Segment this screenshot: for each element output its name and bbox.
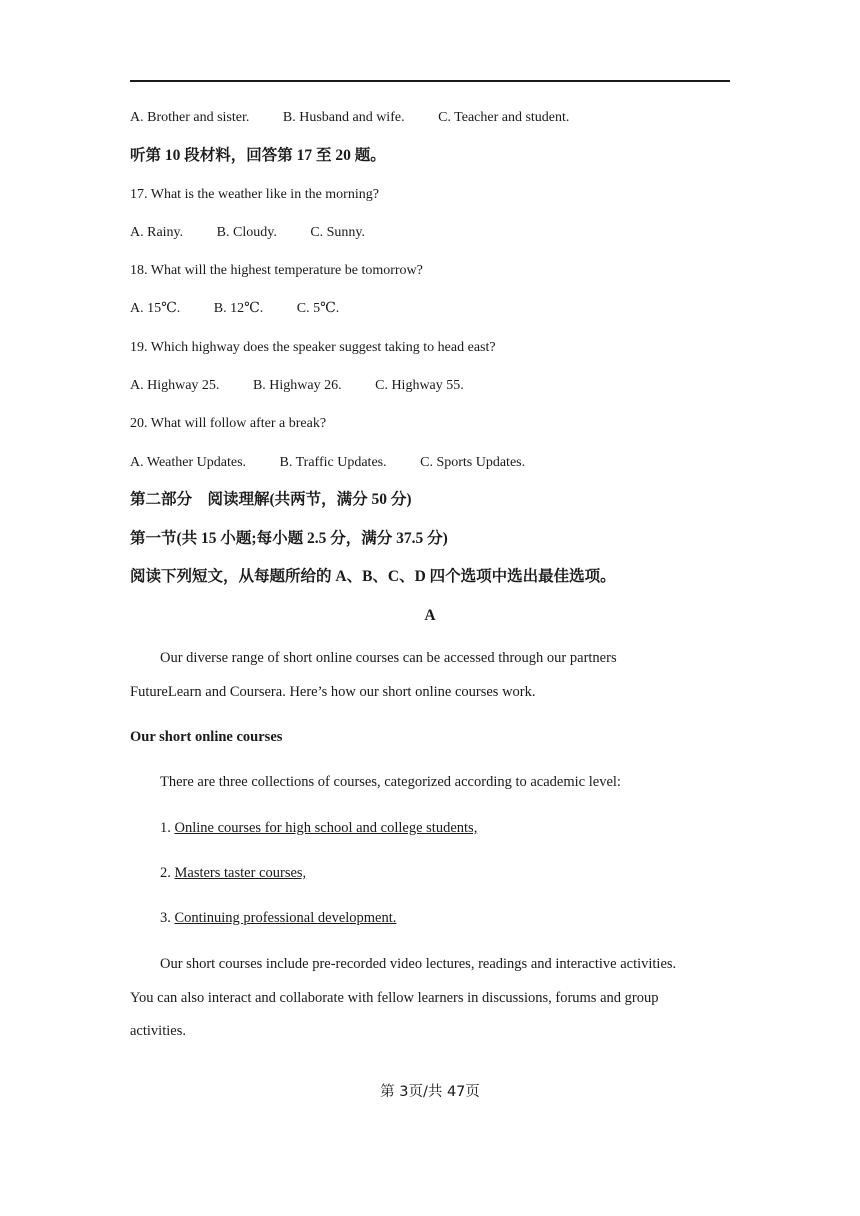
option-b: B. Cloudy. [216, 225, 277, 240]
option-a: A. Highway 25. [130, 378, 220, 393]
final-line-3: activities. [130, 1023, 186, 1039]
option-a: A. Rainy. [130, 225, 184, 240]
collections-line: There are three collections of courses, categorized according to academic level: [160, 774, 621, 790]
option-b: B. Husband and wife. [282, 110, 405, 125]
option-b: B. 12℃. [213, 301, 264, 316]
list-number: 2. [160, 865, 175, 881]
section1-heading: 第一节(共 15 小题;每小题 2.5 分，满分 37.5 分) [130, 530, 448, 547]
page-footer: 第 3页/共 47页 [380, 1084, 480, 1100]
q17-question: 17. What is the weather like in the morning? [130, 187, 379, 202]
option-b: B. Highway 26. [252, 378, 342, 393]
final-line-1: Our short courses include pre-recorded video lectures, readings and interactive activities. [160, 956, 677, 972]
option-a: A. Brother and sister. [130, 110, 250, 125]
list-number: 3. [160, 910, 175, 926]
list-number: 1. [160, 820, 175, 836]
passage-letter: A [424, 607, 436, 624]
option-b: B. Traffic Updates. [279, 455, 387, 470]
subheading: Our short online courses [130, 729, 283, 745]
q18-options [130, 300, 339, 318]
intro-line-1: Our diverse range of short online courses can be accessed through our partners [160, 650, 617, 666]
course-link-professional[interactable]: Continuing professional development. [174, 910, 397, 926]
q17-options [130, 224, 365, 242]
part2-heading: 第二部分 阅读理解(共两节，满分 50 分) [130, 491, 412, 508]
option-c: C. Sunny. [310, 225, 366, 240]
section10-heading: 听第 10 段材料，回答第 17 至 20 题。 [130, 147, 386, 164]
list-item [160, 864, 306, 882]
option-a: A. Weather Updates. [130, 455, 247, 470]
q18-question: 18. What will the highest temperature be tomorrow? [130, 263, 423, 278]
list-item [160, 909, 396, 927]
option-c: C. Highway 55. [375, 378, 464, 393]
course-link-high-school[interactable]: Online courses for high school and college students, [174, 820, 478, 836]
intro-line-2: FutureLearn and Coursera. Here’s how our short online courses work. [130, 684, 536, 700]
q20-options [130, 454, 525, 472]
q19-question: 19. Which highway does the speaker suggest taking to head east? [130, 340, 496, 355]
option-c: C. 5℃. [296, 301, 340, 316]
header-rule [130, 80, 730, 82]
option-c: C. Sports Updates. [420, 455, 526, 470]
q20-question: 20. What will follow after a break? [130, 416, 327, 431]
q16-options [130, 109, 569, 127]
list-item [160, 819, 477, 837]
option-a: A. 15℃. [130, 301, 181, 316]
option-c: C. Teacher and student. [438, 110, 570, 125]
final-line-2: You can also interact and collaborate with fellow learners in discussions, forums and group [130, 990, 659, 1006]
q19-options [130, 377, 464, 395]
course-link-masters[interactable]: Masters taster courses, [174, 865, 307, 881]
instruction: 阅读下列短文，从每题所给的 A、B、C、D 四个选项中选出最佳选项。 [130, 568, 616, 585]
